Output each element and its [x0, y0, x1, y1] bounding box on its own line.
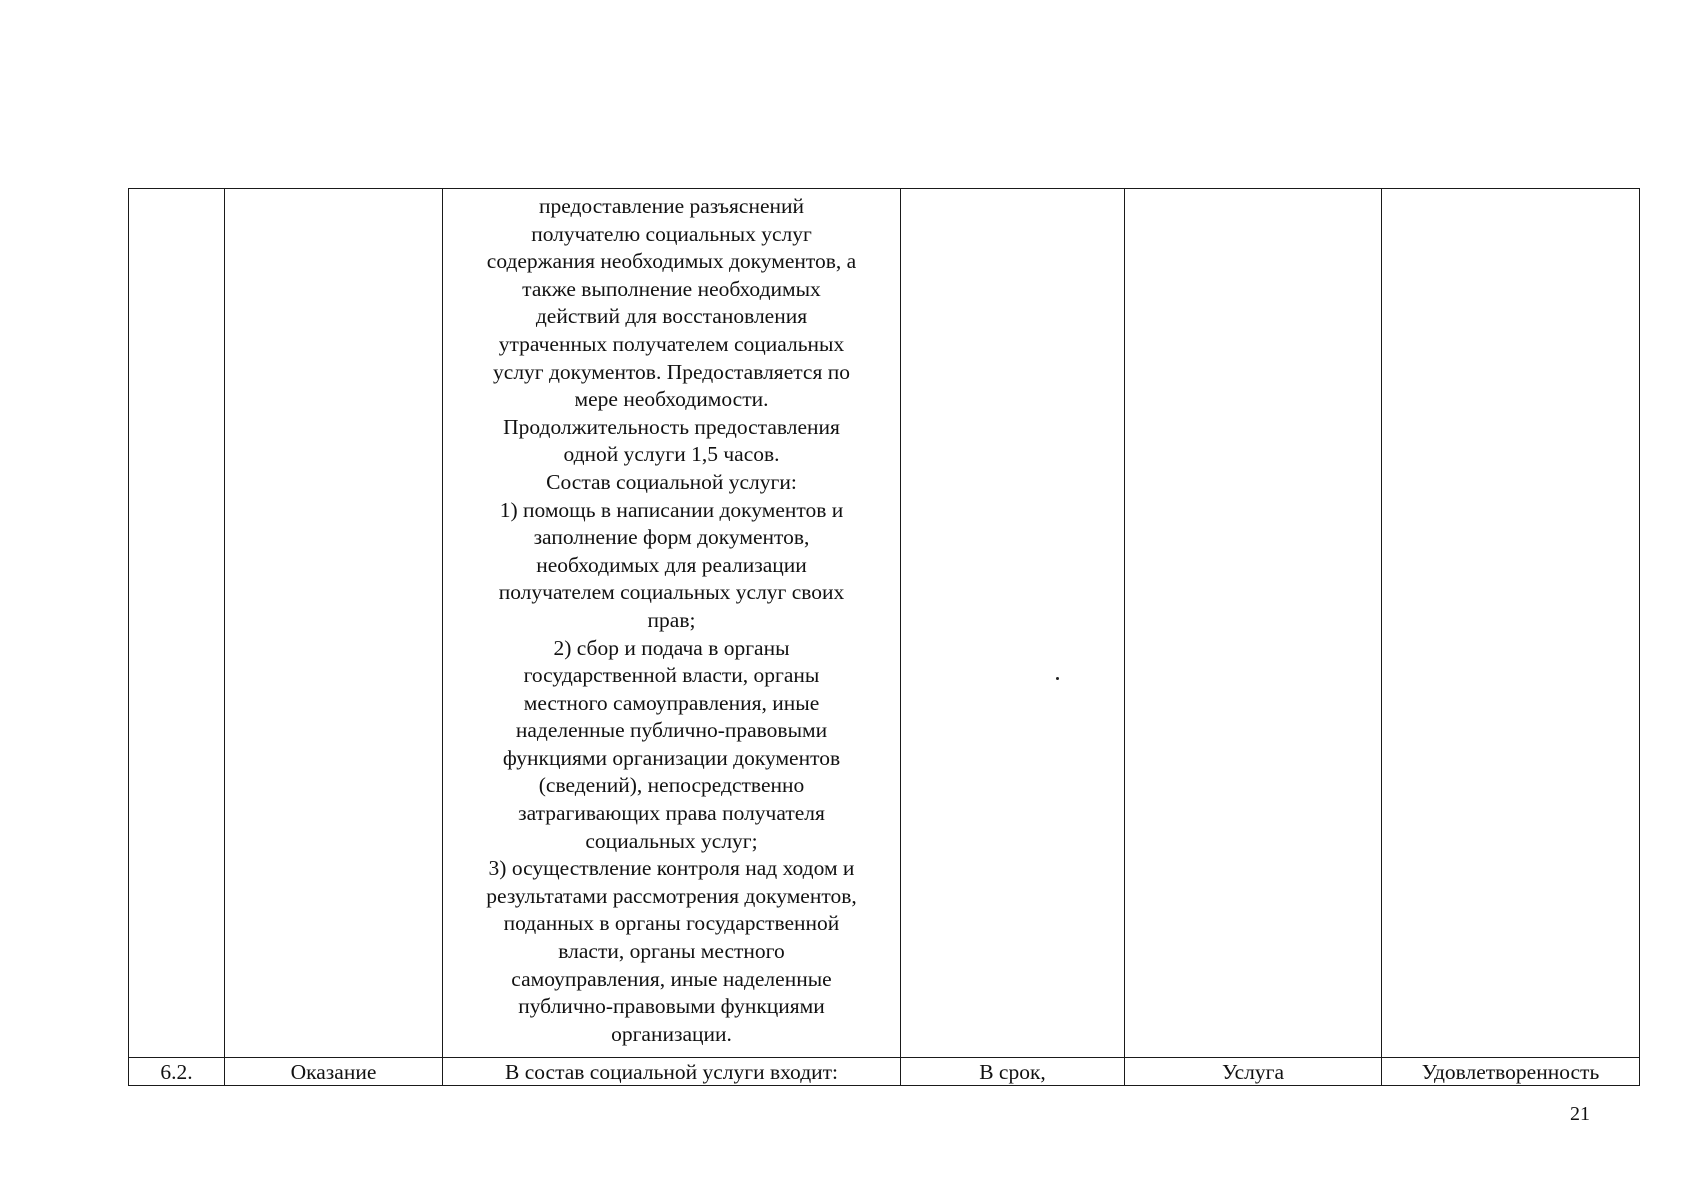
description-line: организации. [611, 1021, 732, 1046]
cell-indicators [1382, 189, 1640, 1058]
description-line: наделенные публично-правовыми [515, 718, 828, 743]
cell-indicators: Удовлетворенность [1382, 1058, 1640, 1086]
cell-description [443, 189, 901, 1058]
cell-number [129, 189, 225, 1058]
cell-number: 6.2. [129, 1058, 225, 1086]
page-number: 21 [1570, 1103, 1590, 1125]
description-line: самоуправления, иные наделенные [511, 966, 832, 991]
table-row-continuation [129, 189, 1640, 1058]
description-line: Состав социальной услуги: [546, 469, 797, 494]
description-line: результатами рассмотрения документов, [486, 883, 857, 908]
description-line: мере необходимости. [574, 387, 769, 412]
description-line: также выполнение необходимых [522, 276, 821, 301]
description-text [443, 189, 900, 1048]
cell-description: В состав социальной услуги входит: [443, 1058, 901, 1086]
description-line: заполнение форм документов, [533, 525, 810, 550]
cell-conditions: Услуга [1125, 1058, 1382, 1086]
description-line: социальных услуг; [585, 828, 758, 853]
description-line: 1) помощь в написании документов и [499, 497, 844, 522]
cell-conditions [1125, 189, 1382, 1058]
scan-speck [1056, 677, 1059, 680]
description-line: предоставление разъяснений [538, 194, 805, 218]
description-line: власти, органы местного [558, 939, 785, 964]
description-line: Продолжительность предоставления [503, 414, 840, 439]
description-line: действий для восстановления [535, 304, 808, 329]
services-table [128, 188, 1640, 1086]
description-line: необходимых для реализации [536, 552, 807, 577]
cell-term [901, 189, 1125, 1058]
cell-name: Оказание [225, 1058, 443, 1086]
description-line: затрагивающих права получателя [518, 801, 825, 826]
description-line: получателю социальных услуг [531, 221, 812, 246]
description-line: прав; [647, 607, 696, 632]
cell-name [225, 189, 443, 1058]
description-line: 3) осуществление контроля над ходом и [488, 856, 855, 881]
cell-term: В срок, [901, 1058, 1125, 1086]
description-line: публично-правовыми функциями [518, 994, 825, 1019]
description-line: государственной власти, органы [523, 663, 820, 688]
description-line: содержания необходимых документов, а [486, 249, 857, 274]
description-line: 2) сбор и подача в органы [553, 635, 790, 660]
description-line: одной услуги 1,5 часов. [563, 442, 780, 467]
description-line: поданных в органы государственной [503, 911, 840, 936]
description-line: услуг документов. Предоставляется по [493, 359, 850, 384]
description-line: (сведений), непосредственно [538, 773, 805, 798]
description-line: функциями организации документов [502, 745, 841, 770]
description-line: утраченных получателем социальных [498, 331, 845, 356]
description-line: получателем социальных услуг своих [498, 580, 845, 605]
table-row-6-2 [129, 1058, 1640, 1086]
description-line: местного самоуправления, иные [523, 690, 820, 715]
